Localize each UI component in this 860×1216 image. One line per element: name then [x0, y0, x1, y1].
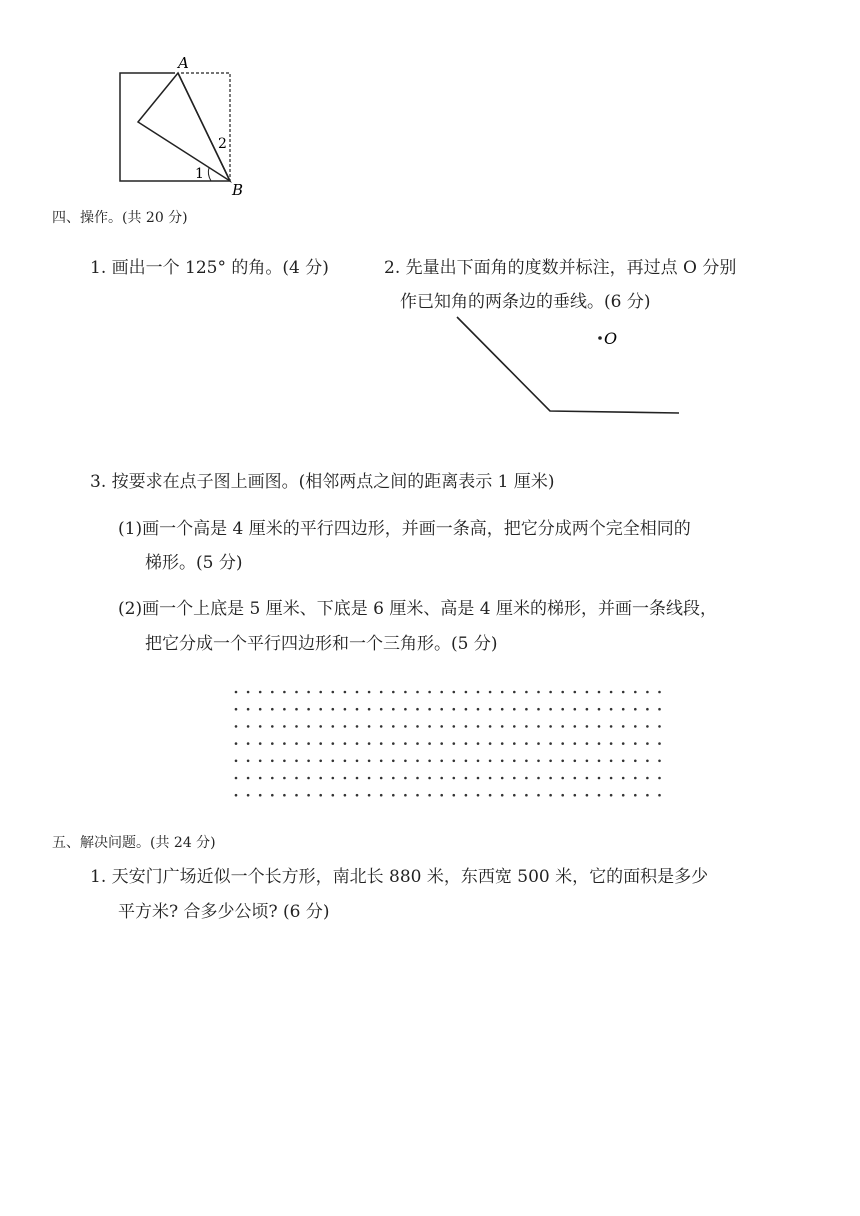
- grid-dot: [501, 777, 504, 780]
- grid-dot: [646, 794, 649, 797]
- grid-dot: [622, 794, 625, 797]
- grid-dot: [440, 742, 443, 745]
- grid-dot: [453, 742, 456, 745]
- grid-dot: [247, 725, 250, 728]
- grid-dot: [283, 742, 286, 745]
- grid-dot: [489, 794, 492, 797]
- grid-dot: [392, 777, 395, 780]
- grid-dot: [283, 794, 286, 797]
- grid-dot: [295, 794, 298, 797]
- grid-dot: [307, 691, 310, 694]
- label-a: A: [178, 54, 189, 72]
- grid-dot: [368, 725, 371, 728]
- grid-dot: [586, 794, 589, 797]
- grid-dot: [598, 794, 601, 797]
- folded-square-figure: [110, 50, 260, 200]
- grid-dot: [489, 760, 492, 763]
- grid-dot: [646, 691, 649, 694]
- grid-dot: [247, 794, 250, 797]
- grid-dot: [344, 708, 347, 711]
- grid-dot: [295, 725, 298, 728]
- grid-dot: [380, 760, 383, 763]
- grid-dot: [295, 691, 298, 694]
- grid-dot: [610, 742, 613, 745]
- grid-dot: [259, 794, 262, 797]
- grid-dot: [489, 691, 492, 694]
- grid-dot: [344, 691, 347, 694]
- grid-dot: [586, 691, 589, 694]
- grid-dot: [271, 742, 274, 745]
- grid-dot: [610, 691, 613, 694]
- grid-dot: [428, 742, 431, 745]
- section-5-title: 五、解决问题。(共 24 分): [52, 835, 216, 851]
- grid-dot: [392, 742, 395, 745]
- grid-dot: [598, 691, 601, 694]
- grid-dot: [477, 760, 480, 763]
- grid-dot: [247, 777, 250, 780]
- grid-dot: [440, 777, 443, 780]
- grid-dot: [332, 742, 335, 745]
- grid-dot: [392, 725, 395, 728]
- grid-dot: [489, 708, 492, 711]
- grid-dot: [440, 760, 443, 763]
- grid-dot: [610, 708, 613, 711]
- grid-dot: [634, 691, 637, 694]
- grid-dot: [247, 691, 250, 694]
- grid-dot: [513, 760, 516, 763]
- grid-dot: [356, 725, 359, 728]
- grid-dot: [525, 777, 528, 780]
- grid-dot: [259, 760, 262, 763]
- grid-dot: [428, 691, 431, 694]
- grid-dot: [416, 708, 419, 711]
- grid-dot: [561, 691, 564, 694]
- grid-dot: [271, 725, 274, 728]
- grid-dot: [561, 777, 564, 780]
- grid-dot: [465, 725, 468, 728]
- grid-dot: [416, 742, 419, 745]
- angle-figure: [450, 310, 690, 420]
- grid-dot: [634, 760, 637, 763]
- grid-dot: [561, 760, 564, 763]
- angle-sides: [457, 317, 679, 413]
- grid-dot: [453, 760, 456, 763]
- grid-dot: [549, 742, 552, 745]
- grid-dot: [428, 725, 431, 728]
- grid-dot: [598, 777, 601, 780]
- grid-dot: [344, 760, 347, 763]
- grid-dot: [283, 760, 286, 763]
- grid-dot: [404, 742, 407, 745]
- grid-dot: [356, 760, 359, 763]
- grid-dot: [501, 794, 504, 797]
- grid-dot: [356, 794, 359, 797]
- grid-dot: [259, 777, 262, 780]
- folded-triangle: [138, 73, 230, 181]
- s4-question-3-2-line-2: 把它分成一个平行四边形和一个三角形。(5 分): [145, 634, 498, 654]
- grid-dot: [574, 777, 577, 780]
- grid-dot: [428, 794, 431, 797]
- grid-dot: [586, 742, 589, 745]
- grid-dot: [319, 708, 322, 711]
- grid-dot: [525, 691, 528, 694]
- grid-dot: [574, 725, 577, 728]
- s4-question-2-line-2: 作已知角的两条边的垂线。(6 分): [400, 292, 651, 312]
- grid-dot: [247, 742, 250, 745]
- label-2: 2: [218, 136, 227, 152]
- grid-dot: [235, 725, 238, 728]
- grid-dot: [465, 760, 468, 763]
- grid-dot: [307, 794, 310, 797]
- grid-dot: [356, 708, 359, 711]
- grid-dot: [622, 725, 625, 728]
- grid-dot: [392, 708, 395, 711]
- grid-dot: [319, 691, 322, 694]
- grid-dot: [332, 725, 335, 728]
- grid-dot: [549, 691, 552, 694]
- grid-dot: [489, 742, 492, 745]
- grid-dot: [489, 777, 492, 780]
- grid-dot: [428, 708, 431, 711]
- grid-dot: [513, 777, 516, 780]
- grid-dot: [537, 725, 540, 728]
- grid-dot: [574, 742, 577, 745]
- grid-dot: [344, 742, 347, 745]
- grid-dot: [574, 708, 577, 711]
- grid-dot: [235, 708, 238, 711]
- grid-dot: [658, 742, 661, 745]
- grid-dot: [307, 725, 310, 728]
- grid-dot: [428, 777, 431, 780]
- grid-dot: [428, 760, 431, 763]
- grid-dot: [537, 760, 540, 763]
- grid-dot: [586, 708, 589, 711]
- grid-dot: [501, 742, 504, 745]
- grid-dot: [344, 725, 347, 728]
- grid-dot: [440, 725, 443, 728]
- grid-dot: [537, 777, 540, 780]
- grid-dot: [477, 794, 480, 797]
- grid-dot: [537, 742, 540, 745]
- grid-dot: [295, 777, 298, 780]
- grid-dot: [658, 794, 661, 797]
- grid-dot: [549, 725, 552, 728]
- label-b: B: [232, 181, 244, 199]
- grid-dot: [477, 725, 480, 728]
- s4-question-3-1-line-2: 梯形。(5 分): [145, 553, 243, 573]
- grid-dot: [658, 777, 661, 780]
- grid-dot: [380, 742, 383, 745]
- grid-dot: [549, 794, 552, 797]
- grid-dot: [646, 777, 649, 780]
- grid-dot: [549, 777, 552, 780]
- grid-dot: [549, 708, 552, 711]
- s4-question-3: 3. 按要求在点子图上画图。(相邻两点之间的距离表示 1 厘米): [90, 472, 555, 492]
- grid-dot: [307, 742, 310, 745]
- grid-dot: [404, 794, 407, 797]
- grid-dot: [416, 725, 419, 728]
- grid-dot: [610, 725, 613, 728]
- grid-dot: [598, 760, 601, 763]
- grid-dot: [513, 708, 516, 711]
- grid-dot: [634, 725, 637, 728]
- grid-dot: [634, 777, 637, 780]
- grid-dot: [356, 742, 359, 745]
- grid-dot: [646, 725, 649, 728]
- grid-dot: [247, 708, 250, 711]
- grid-dot: [332, 777, 335, 780]
- grid-dot: [368, 777, 371, 780]
- grid-dot: [235, 794, 238, 797]
- grid-dot: [259, 742, 262, 745]
- grid-dot: [271, 760, 274, 763]
- grid-dot: [646, 742, 649, 745]
- grid-dot: [586, 760, 589, 763]
- grid-dot: [561, 708, 564, 711]
- grid-dot: [368, 708, 371, 711]
- grid-dot: [525, 760, 528, 763]
- grid-dot: [477, 742, 480, 745]
- grid-dot: [319, 742, 322, 745]
- grid-dot: [332, 794, 335, 797]
- grid-dot: [380, 777, 383, 780]
- grid-dot: [440, 691, 443, 694]
- grid-dot: [235, 691, 238, 694]
- grid-dot: [622, 691, 625, 694]
- grid-dot: [537, 708, 540, 711]
- grid-dot: [319, 760, 322, 763]
- square-outline: [120, 73, 230, 181]
- grid-dot: [465, 777, 468, 780]
- grid-dot: [356, 691, 359, 694]
- grid-dot: [404, 691, 407, 694]
- grid-dot: [356, 777, 359, 780]
- grid-dot: [235, 742, 238, 745]
- grid-dot: [622, 742, 625, 745]
- grid-dot: [646, 708, 649, 711]
- grid-dot: [440, 794, 443, 797]
- grid-dot: [332, 708, 335, 711]
- grid-dot: [368, 794, 371, 797]
- grid-dot: [513, 742, 516, 745]
- grid-dot: [380, 725, 383, 728]
- grid-dot: [307, 777, 310, 780]
- s4-question-2-line-1: 2. 先量出下面角的度数并标注，再过点 O 分别: [384, 258, 737, 278]
- grid-dot: [404, 760, 407, 763]
- grid-dot: [525, 794, 528, 797]
- grid-dot: [440, 708, 443, 711]
- dot-grid: [228, 684, 672, 806]
- s4-question-3-2-line-1: (2)画一个上底是 5 厘米、下底是 6 厘米、高是 4 厘米的梯形，并画一条线段，: [118, 599, 717, 619]
- grid-dot: [561, 742, 564, 745]
- grid-dot: [404, 708, 407, 711]
- grid-dot: [561, 725, 564, 728]
- grid-dot: [622, 777, 625, 780]
- grid-dot: [537, 794, 540, 797]
- grid-dot: [344, 777, 347, 780]
- s5-question-1-line-1: 1. 天安门广场近似一个长方形，南北长 880 米，东西宽 500 米，它的面积是多少: [90, 867, 709, 887]
- grid-dot: [465, 742, 468, 745]
- grid-dot: [404, 777, 407, 780]
- grid-dot: [392, 794, 395, 797]
- grid-dot: [598, 708, 601, 711]
- grid-dot: [598, 742, 601, 745]
- grid-dot: [574, 794, 577, 797]
- angle-1-arc: [208, 168, 211, 181]
- grid-dot: [634, 742, 637, 745]
- grid-dot: [416, 777, 419, 780]
- grid-dot: [477, 708, 480, 711]
- grid-dot: [658, 760, 661, 763]
- grid-dot: [271, 794, 274, 797]
- grid-dot: [561, 794, 564, 797]
- grid-dot: [610, 777, 613, 780]
- point-o-dot: [598, 336, 602, 340]
- grid-dot: [586, 725, 589, 728]
- grid-dot: [368, 742, 371, 745]
- grid-dot: [271, 708, 274, 711]
- grid-dot: [634, 794, 637, 797]
- grid-dot: [537, 691, 540, 694]
- grid-dot: [283, 725, 286, 728]
- grid-dot: [525, 725, 528, 728]
- grid-dot: [513, 794, 516, 797]
- grid-dot: [380, 708, 383, 711]
- grid-dot: [259, 725, 262, 728]
- grid-dot: [259, 708, 262, 711]
- grid-dot: [295, 708, 298, 711]
- grid-dot: [513, 725, 516, 728]
- grid-dot: [283, 691, 286, 694]
- grid-dot: [525, 708, 528, 711]
- s5-question-1-line-2: 平方米? 合多少公顷? (6 分): [118, 902, 330, 922]
- grid-dot: [453, 794, 456, 797]
- grid-dot: [307, 760, 310, 763]
- grid-dot: [658, 691, 661, 694]
- grid-dot: [247, 760, 250, 763]
- grid-dot: [477, 691, 480, 694]
- grid-dot: [574, 691, 577, 694]
- grid-dot: [319, 777, 322, 780]
- grid-dot: [574, 760, 577, 763]
- grid-dot: [271, 691, 274, 694]
- grid-dot: [513, 691, 516, 694]
- grid-dot: [622, 760, 625, 763]
- grid-dot: [634, 708, 637, 711]
- grid-dot: [501, 708, 504, 711]
- grid-dot: [549, 760, 552, 763]
- grid-dot: [453, 691, 456, 694]
- grid-dot: [646, 760, 649, 763]
- grid-dot: [332, 760, 335, 763]
- grid-dot: [295, 742, 298, 745]
- grid-dot: [283, 708, 286, 711]
- label-1: 1: [195, 166, 204, 182]
- grid-dot: [501, 760, 504, 763]
- grid-dot: [271, 777, 274, 780]
- grid-dot: [489, 725, 492, 728]
- grid-dot: [235, 777, 238, 780]
- grid-dot: [416, 794, 419, 797]
- grid-dot: [332, 691, 335, 694]
- grid-dot: [259, 691, 262, 694]
- grid-dot: [622, 708, 625, 711]
- grid-dot: [658, 708, 661, 711]
- grid-dot: [610, 794, 613, 797]
- grid-dot: [307, 708, 310, 711]
- grid-dot: [477, 777, 480, 780]
- grid-dot: [368, 691, 371, 694]
- grid-dot: [380, 691, 383, 694]
- grid-dot: [368, 760, 371, 763]
- grid-dot: [501, 691, 504, 694]
- grid-dot: [586, 777, 589, 780]
- grid-dot: [501, 725, 504, 728]
- grid-dot: [416, 691, 419, 694]
- grid-dot: [392, 760, 395, 763]
- grid-dot: [380, 794, 383, 797]
- grid-dot: [392, 691, 395, 694]
- s4-question-1: 1. 画出一个 125° 的角。(4 分): [90, 258, 329, 278]
- grid-dot: [319, 794, 322, 797]
- grid-dot: [610, 760, 613, 763]
- grid-dot: [598, 725, 601, 728]
- grid-dot: [295, 760, 298, 763]
- point-o-label: O: [604, 329, 618, 348]
- grid-dot: [235, 760, 238, 763]
- grid-dot: [465, 691, 468, 694]
- grid-dot: [525, 742, 528, 745]
- grid-dot: [319, 725, 322, 728]
- grid-dot: [453, 777, 456, 780]
- grid-dot: [465, 794, 468, 797]
- grid-dot: [658, 725, 661, 728]
- section-4-title: 四、操作。(共 20 分): [52, 210, 188, 226]
- grid-dot: [416, 760, 419, 763]
- grid-dot: [283, 777, 286, 780]
- grid-dot: [344, 794, 347, 797]
- grid-dot: [453, 708, 456, 711]
- grid-dot: [404, 725, 407, 728]
- s4-question-3-1-line-1: (1)画一个高是 4 厘米的平行四边形，并画一条高，把它分成两个完全相同的: [118, 519, 691, 539]
- grid-dot: [453, 725, 456, 728]
- grid-dot: [465, 708, 468, 711]
